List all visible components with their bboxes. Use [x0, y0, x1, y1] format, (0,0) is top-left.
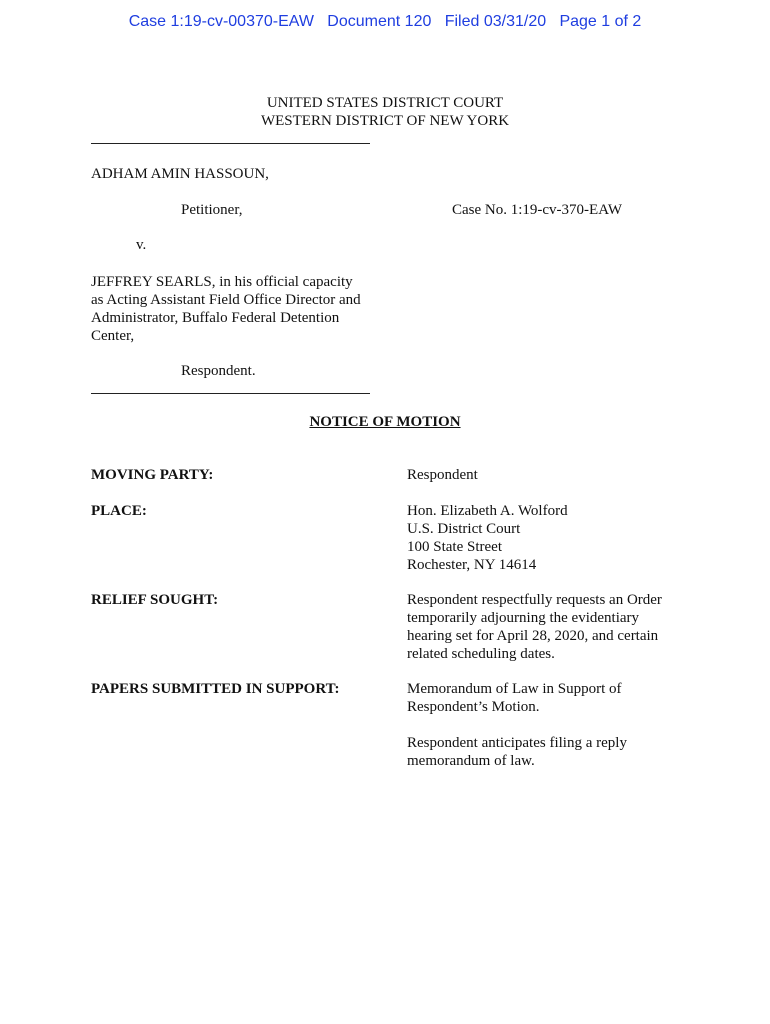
respondent-role: Respondent.: [181, 363, 256, 379]
petitioner-role: Petitioner,: [181, 202, 243, 218]
reply-note-line: memorandum of law.: [407, 753, 535, 769]
relief-line: hearing set for April 28, 2020, and certain: [407, 628, 659, 644]
place-line: Hon. Elizabeth A. Wolford: [407, 503, 568, 519]
place-value: [407, 502, 568, 574]
caption-bottom-rule: [91, 393, 370, 394]
respondent-line: Administrator, Buffalo Federal Detention: [91, 310, 340, 326]
header-document-number: Document 120: [327, 13, 432, 30]
header-case-number: Case 1:19-cv-00370-EAW: [128, 13, 314, 30]
relief-sought-label: RELIEF SOUGHT:: [91, 592, 219, 608]
papers-line: Memorandum of Law in Support of: [407, 681, 622, 697]
respondent-line: JEFFREY SEARLS, in his official capacity: [91, 274, 353, 290]
place-line: Rochester, NY 14614: [407, 557, 537, 573]
case-number: Case No. 1:19-cv-370-EAW: [452, 202, 623, 218]
moving-party-text: Respondent: [407, 467, 478, 483]
versus-text: v.: [136, 237, 147, 253]
respondent-caption: [91, 273, 361, 345]
court-district-line: WESTERN DISTRICT OF NEW YORK: [260, 113, 510, 129]
caption-top-rule: [91, 143, 370, 144]
header-filed-date: Filed 03/31/20: [444, 13, 547, 30]
place-label: PLACE:: [91, 503, 147, 519]
respondent-line: Center,: [91, 328, 135, 344]
relief-line: Respondent respectfully requests an Order: [407, 592, 662, 608]
relief-line: temporarily adjourning the evidentiary: [407, 610, 640, 626]
court-name-line: UNITED STATES DISTRICT COURT: [266, 95, 504, 111]
papers-submitted-label: PAPERS SUBMITTED IN SUPPORT:: [91, 681, 340, 697]
reply-note-line: Respondent anticipates filing a reply: [407, 735, 627, 751]
court-heading: [0, 94, 770, 130]
case-header-stamp: [0, 13, 770, 31]
relief-line: related scheduling dates.: [407, 646, 555, 662]
place-line: 100 State Street: [407, 539, 502, 555]
papers-submitted-value: [407, 680, 622, 716]
moving-party-value: [407, 466, 478, 484]
relief-sought-value: [407, 591, 662, 663]
respondent-line: as Acting Assistant Field Office Director and: [91, 292, 361, 308]
header-page-number: Page 1 of 2: [559, 13, 642, 30]
place-line: U.S. District Court: [407, 521, 521, 537]
reply-note: [407, 734, 627, 770]
petitioner-name: ADHAM AMIN HASSOUN,: [91, 166, 269, 182]
moving-party-label: MOVING PARTY:: [91, 467, 214, 483]
papers-line: Respondent’s Motion.: [407, 699, 540, 715]
document-title: NOTICE OF MOTION: [309, 414, 461, 430]
